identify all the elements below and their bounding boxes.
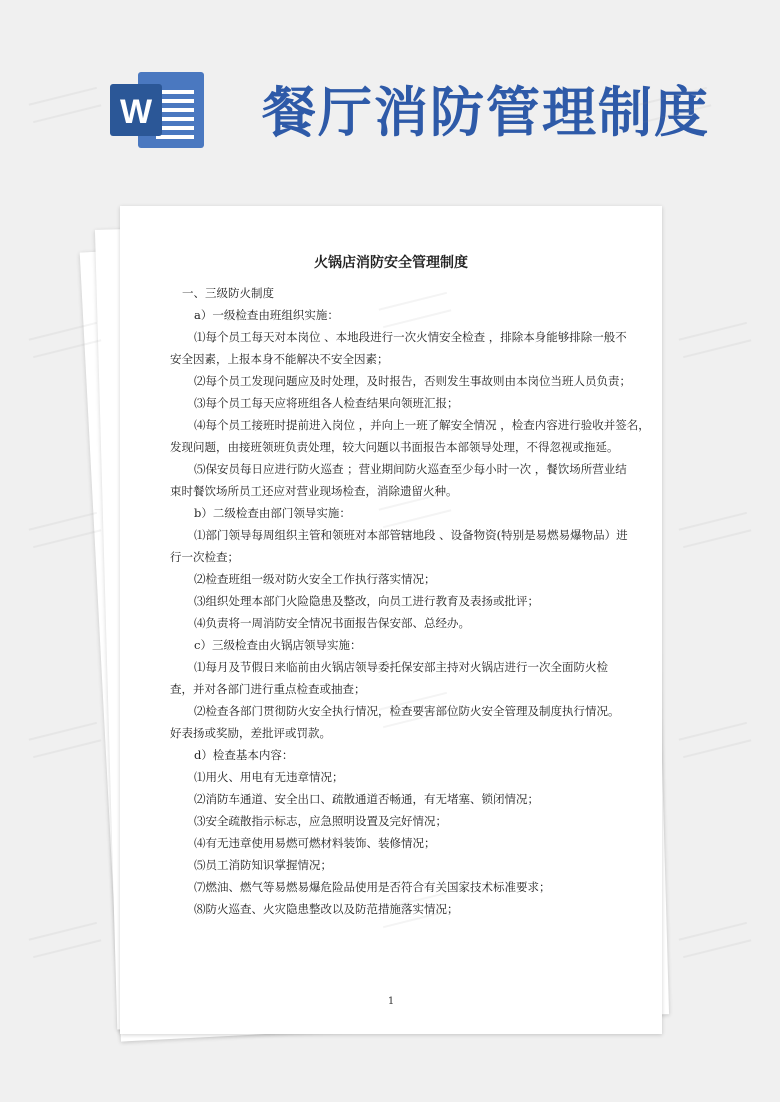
document-line: ⑶安全疏散指示标志，应急照明设置及完好情况； [194, 814, 447, 828]
document-line: ⑺燃油、燃气等易燃易爆危险品使用是否符合有关国家技术标准要求； [194, 880, 551, 894]
document-line: ⑵检查班组一级对防火安全工作执行落实情况； [194, 572, 436, 586]
document-line: 一、三级防火制度 [182, 286, 274, 300]
document-line: ⑵消防车通道、安全出口、疏散通道否畅通，有无堵塞、锁闭情况； [194, 792, 539, 806]
banner-title: 餐厅消防管理制度 [262, 81, 710, 144]
document-line: 发现问题，由接班领班负责处理，较大问题以书面报告本部领导处理，不得忽视或拖延。 [170, 440, 619, 454]
header-banner [0, 0, 780, 200]
watermark-mark [679, 322, 752, 358]
word-document-icon [108, 68, 208, 152]
watermark-mark [679, 512, 752, 548]
document-line: ⑶每个员工每天应将班组各人检查结果向领班汇报； [194, 396, 459, 410]
document-page [120, 206, 662, 1034]
document-line: ⑶组织处理本部门火险隐患及整改，向员工进行教育及表扬或批评； [194, 594, 539, 608]
document-line: 查，并对各部门进行重点检查或抽查； [170, 682, 366, 696]
document-line: ⑵每个员工发现问题应及时处理，及时报告，否则发生事故则由本岗位当班人员负责； [194, 374, 631, 388]
document-line: b）二级检查由部门领导实施： [194, 506, 351, 520]
document-line: 好表扬或奖励，差批评或罚款。 [170, 726, 331, 740]
document-line: ⑴用火、用电有无违章情况； [194, 770, 344, 784]
document-title: 火锅店消防安全管理制度 [314, 255, 468, 271]
document-line: ⑷负责将一周消防安全情况书面报告保安部、总经办。 [194, 616, 470, 630]
page-number: 1 [387, 996, 395, 1007]
watermark-mark [29, 922, 102, 958]
watermark-mark [29, 512, 102, 548]
document-line: 束时餐饮场所员工还应对营业现场检查，消除遗留火种。 [170, 484, 458, 498]
document-line: ⑵检查各部门贯彻防火安全执行情况，检查要害部位防火安全管理及制度执行情况。 [194, 704, 620, 718]
document-line: ⑸员工消防知识掌握情况； [194, 858, 332, 872]
document-line: c）三级检查由火锅店领导实施： [194, 638, 362, 652]
document-line: ⑷每个员工接班时提前进入岗位 ，并向上一班了解安全情况 ，检查内容进行验收并签名， [194, 418, 650, 432]
document-line: a）一级检查由班组织实施： [194, 308, 339, 322]
document-line: ⑷有无违章使用易燃可燃材料装饰、装修情况； [194, 836, 436, 850]
document-line: ⑴部门领导每周组织主管和领班对本部管辖地段 、设备物资(特别是易燃易爆物品）进 [194, 528, 628, 542]
document-line: ⑻防火巡查、火灾隐患整改以及防范措施落实情况； [194, 902, 459, 916]
document-line: 行一次检查； [170, 550, 239, 564]
document-line: ⑴每月及节假日来临前由火锅店领导委托保安部主持对火锅店进行一次全面防火检 [194, 660, 608, 674]
document-body [120, 206, 662, 1034]
logo-letter: W [119, 93, 153, 131]
watermark-mark [679, 922, 752, 958]
document-line: 安全因素，上报本身不能解决不安全因素； [170, 352, 389, 366]
watermark-mark [679, 722, 752, 758]
watermark-mark [29, 722, 102, 758]
document-line: ⑴每个员工每天对本岗位 、本地段进行一次火情安全检查 ，排除本身能够排除一般不 [194, 330, 627, 344]
document-lines [120, 282, 662, 920]
document-line: d）检查基本内容： [194, 748, 294, 762]
document-line: ⑸保安员每日应进行防火巡查 ；营业期间防火巡查至少每小时一次 ，餐饮场所营业结 [194, 462, 627, 476]
